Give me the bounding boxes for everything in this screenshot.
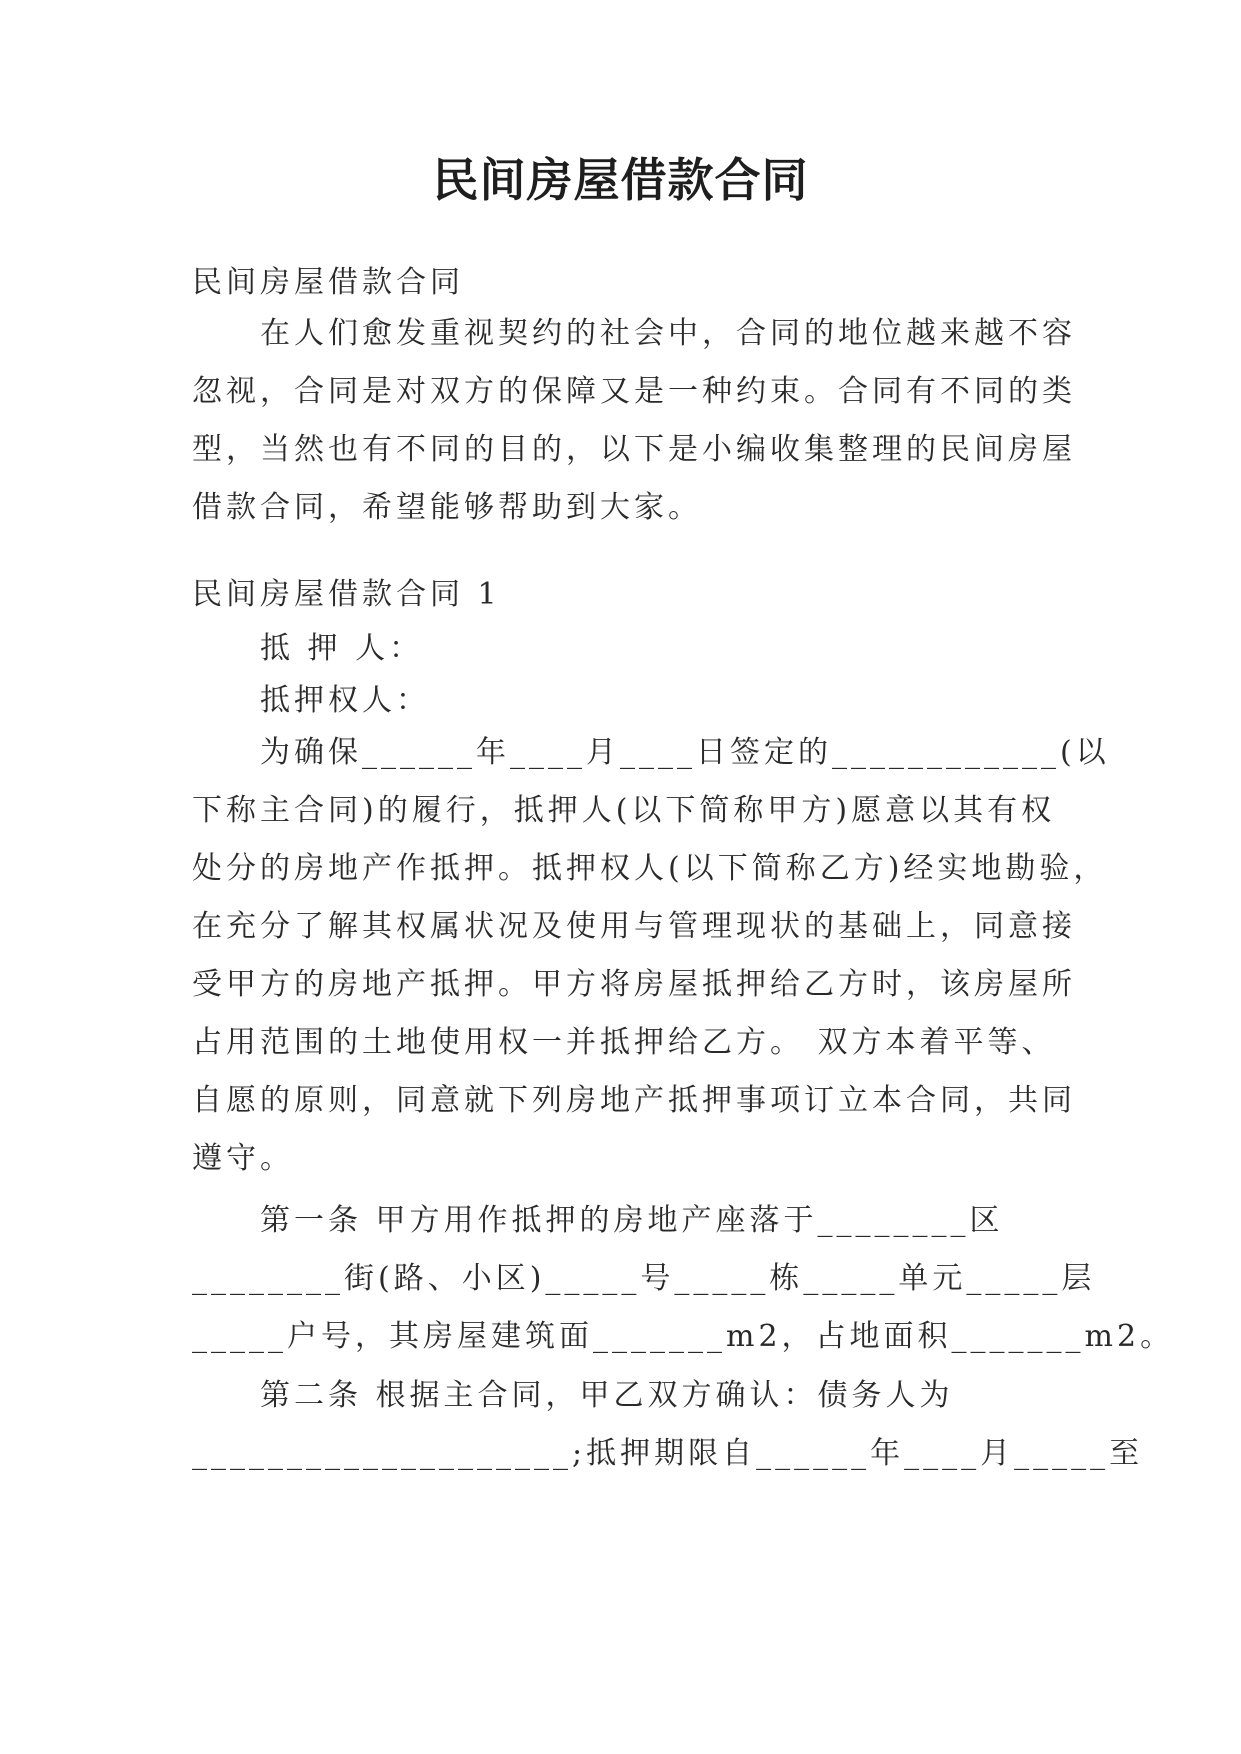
intro-line: 型，当然也有不同的目的，以下是小编收集整理的民间房屋: [192, 432, 1076, 467]
intro-line: 在人们愈发重视契约的社会中，合同的地位越来越不容: [192, 316, 1076, 351]
article-1-line: 第一条 甲方用作抵押的房地产座落于________区: [192, 1203, 1004, 1238]
preamble-line: 为确保______年____月____日签定的____________(以: [192, 735, 1110, 770]
intro-paragraph: [192, 305, 1076, 537]
mortgagor-label: 抵 押 人：: [192, 631, 424, 666]
document-subtitle: 民间房屋借款合同: [192, 265, 464, 300]
article-2: [192, 1367, 1144, 1483]
intro-line: 忽视，合同是对双方的保障又是一种约束。合同有不同的类: [192, 374, 1076, 409]
preamble-line: 在充分了解其权属状况及使用与管理现状的基础上，同意接: [192, 909, 1076, 944]
mortgagee-label: 抵押权人：: [192, 683, 430, 718]
preamble-line: 受甲方的房地产抵押。甲方将房屋抵押给乙方时，该房屋所: [192, 967, 1076, 1002]
preamble-line: 处分的房地产作抵押。抵押权人(以下简称乙方)经实地勘验，: [192, 851, 1108, 886]
preamble-line: 自愿的原则，同意就下列房地产抵押事项订立本合同，共同: [192, 1083, 1076, 1118]
preamble-line: 遵守。: [192, 1141, 294, 1176]
preamble-line: 下称主合同)的履行，抵押人(以下简称甲方)愿意以其有权: [192, 793, 1056, 828]
article-2-line: 第二条 根据主合同，甲乙双方确认：债务人为: [192, 1378, 954, 1413]
section-heading: 民间房屋借款合同 1: [192, 577, 501, 612]
preamble-line: 占用范围的土地使用权一并抵押给乙方。 双方本着平等、: [192, 1025, 1056, 1060]
document-title: 民间房屋借款合同: [432, 153, 809, 207]
article-1: [192, 1192, 1175, 1366]
article-1-line: ________街(路、小区)_____号_____栋_____单元_____层: [192, 1261, 1096, 1296]
intro-line: 借款合同，希望能够帮助到大家。: [192, 490, 702, 525]
article-1-line: _____户号，其房屋建筑面_______m2，占地面积_______m2。: [192, 1319, 1175, 1354]
article-2-line: ____________________;抵押期限自______年____月_____至: [192, 1436, 1144, 1471]
preamble-paragraph: [192, 724, 1110, 1188]
